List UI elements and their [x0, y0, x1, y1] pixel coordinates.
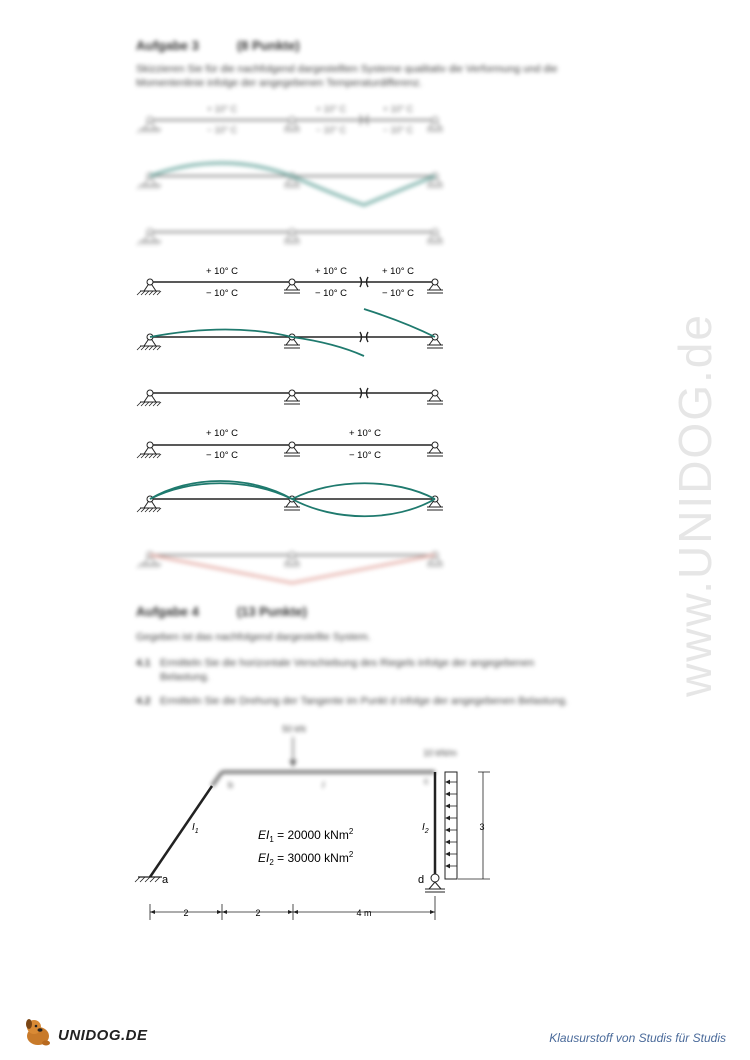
- task4-item-text: Ermitteln Sie die Drehung der Tangente im Punkt d infolge der angegebenen Belastung.: [160, 695, 568, 707]
- temp-label: + 10° C: [381, 266, 415, 277]
- temp-label: + 10° C: [382, 104, 414, 114]
- ei1-label: $EI_1 = 20000$ kNm$^2$: [258, 827, 354, 844]
- bottom-dimension: [150, 896, 435, 920]
- node-c-label: c: [424, 776, 429, 786]
- dist-load-label: 10 kN/m: [423, 748, 457, 758]
- task4-description: Gegeben ist das nachfolgend dargestellte System.: [136, 631, 371, 643]
- task3-description-line1: Skizzieren Sie für die nachfolgend dargestellten Systeme qualitativ die Verformung und die: [136, 63, 558, 75]
- watermark-text: www.UNIDOG.de: [669, 313, 721, 697]
- task4-title: Aufgabe 4: [136, 604, 199, 619]
- temp-label: − 10° C: [205, 288, 239, 299]
- task4-item-text-cont: Belastung.: [160, 671, 210, 683]
- beam-stiffness-label: I: [322, 780, 325, 790]
- dim-label: 2: [255, 908, 261, 918]
- task4-item-number: 4.2: [136, 695, 151, 707]
- task4-points: (13 Punkte): [236, 604, 307, 619]
- member-l1-label: $I_1$: [192, 822, 199, 835]
- temp-label: + 10° C: [205, 428, 239, 439]
- temp-label: + 10° C: [205, 266, 239, 277]
- support-d: [425, 874, 445, 892]
- system3-loaded: [137, 428, 443, 461]
- temp-label: − 10° C: [205, 450, 239, 461]
- frame-diagram: [0, 700, 750, 940]
- node-b-label: b: [228, 780, 234, 790]
- system1-moment: [137, 229, 443, 245]
- temp-label: + 10° C: [315, 104, 347, 114]
- task3-points: (8 Punkte): [236, 38, 300, 53]
- footer-logo: UNIDOG.DE: [58, 1027, 148, 1044]
- dog-logo-icon: [22, 1016, 56, 1048]
- task4-item-text: Ermitteln Sie die horizontale Verschiebung des Riegels infolge der angegebenen: [160, 657, 535, 669]
- task3-description-line2: Momentenlinie infolge der angegebenen Temperaturdifferenz.: [136, 77, 423, 89]
- system2-loaded: [137, 266, 443, 299]
- temp-label: + 10° C: [314, 266, 348, 277]
- task3-title: Aufgabe 3: [136, 38, 199, 53]
- temp-label: + 10° C: [206, 104, 238, 114]
- temp-label: − 10° C: [382, 125, 414, 135]
- member-l2-label: $I_2$: [422, 822, 429, 835]
- ei2-label: $EI_2 = 30000$ kNm$^2$: [258, 850, 354, 867]
- system3-moment: [137, 552, 443, 583]
- dim-label: 2: [183, 908, 189, 918]
- temp-label: + 10° C: [348, 428, 382, 439]
- temp-label: − 10° C: [315, 125, 347, 135]
- column-left: [150, 786, 212, 877]
- temp-label: − 10° C: [206, 125, 238, 135]
- frame-top-blurred: [212, 724, 457, 790]
- task4-item-number: 4.1: [136, 657, 151, 669]
- temp-label: − 10° C: [381, 288, 415, 299]
- temp-label: − 10° C: [348, 450, 382, 461]
- height-dimension: [458, 772, 490, 879]
- task4-item-1: [136, 656, 676, 684]
- node-d-label: d: [418, 874, 425, 886]
- height-dim-label: 3: [479, 822, 485, 832]
- distributed-load: [445, 772, 457, 879]
- system2-deformation: [137, 309, 443, 356]
- system1-deformation: [137, 163, 443, 205]
- dim-label: 4 m: [356, 908, 372, 918]
- point-load-label: 50 kN: [282, 724, 306, 734]
- support-a: [135, 877, 162, 882]
- system1-loaded: [137, 104, 443, 135]
- footer-tagline: Klausurstoff von Studis für Studis: [549, 1031, 726, 1045]
- temp-label: − 10° C: [314, 288, 348, 299]
- system2-moment: [137, 388, 443, 406]
- task4-heading: [136, 604, 307, 619]
- system3-deformation: [137, 481, 443, 516]
- node-a-label: a: [162, 874, 169, 886]
